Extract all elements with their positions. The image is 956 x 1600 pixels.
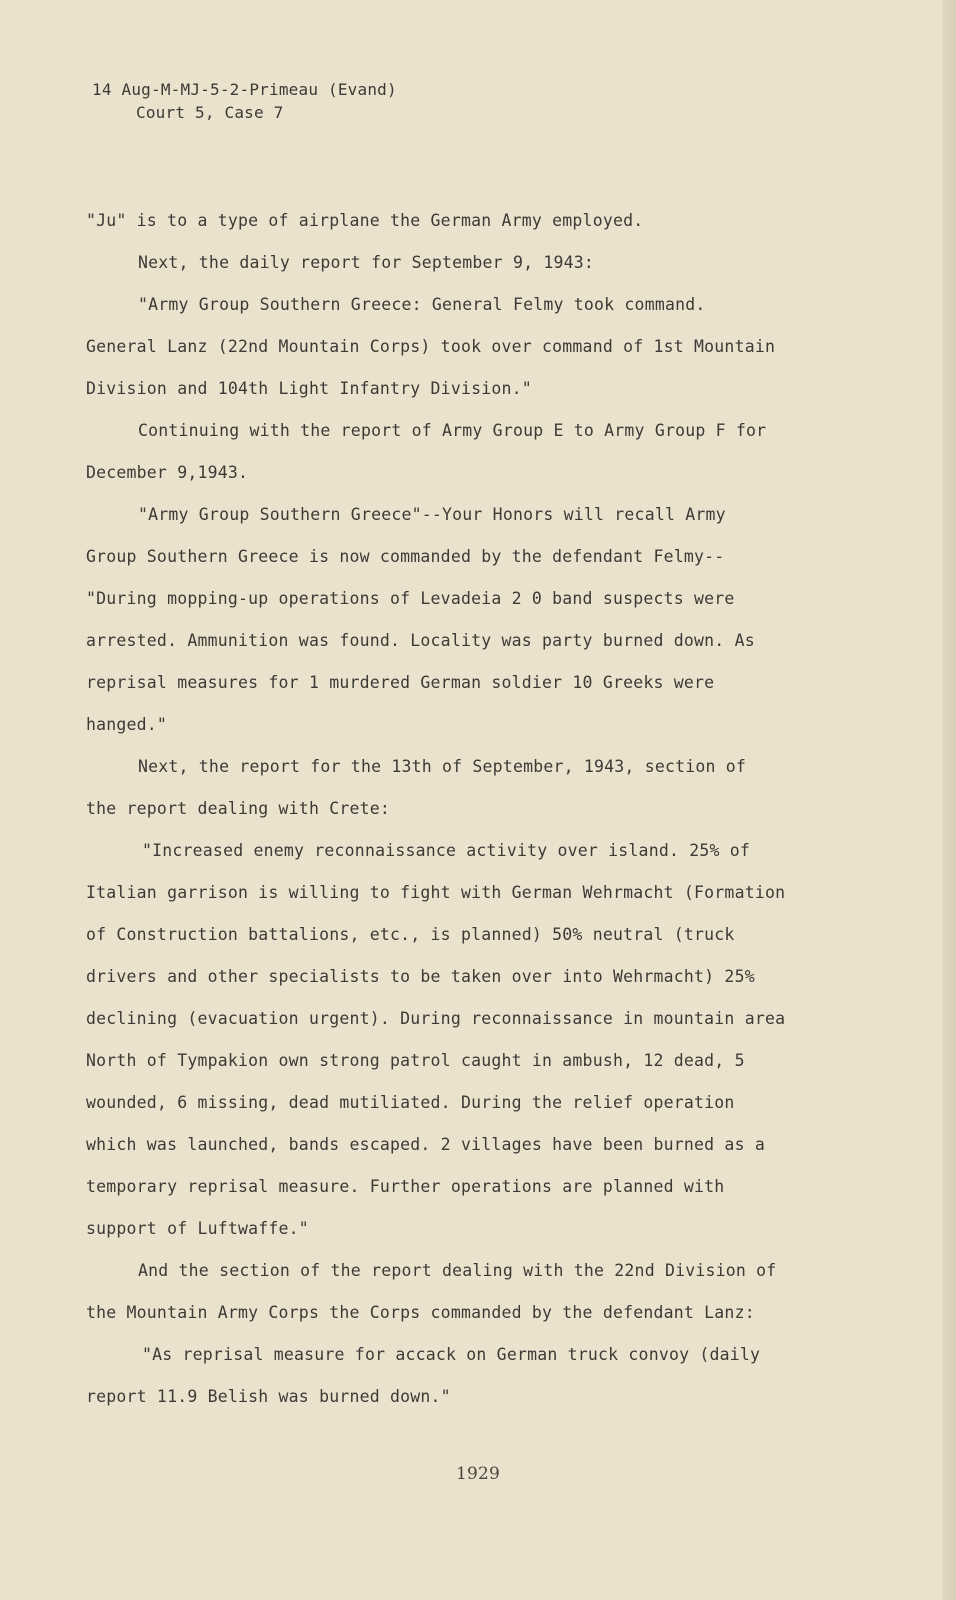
document-header: [92, 78, 397, 124]
paragraph-quote-levadeia: "Army Group Southern Greece"--Your Honors will recall Army Group Southern Greece is now commanded by the defendant Felmy-- "During mopping-up operations of Levadeia 2 0 band suspects were arrested. Ammunition was found. Locality was party burned down. As reprisal measures for 1 murdered German soldier 10 Greeks were hanged.": [86, 505, 755, 734]
paragraph-quote-crete: "Increased enemy reconnaissance activity over island. 25% of Italian garrison is willing to fight with German Wehrmacht (Formation of Construction battalions, etc., is planned) 50% neutral (truck drivers and other specialists to be taken over into Wehrmacht) 25% declining (evacuation urgent). During reconnaissance in mountain area North of Tympakion own strong patrol caught in ambush, 12 dead, 5 wounded, 6 missing, dead mutiliated. During the relief operation which was launched, bands escaped. 2 villages have been burned as a temporary reprisal measure. Further operations are planned with support of Luftwaffe.": [86, 841, 786, 1238]
paragraph-quote-army-group: "Army Group Southern Greece: General Felmy took command. General Lanz (22nd Mountain Corps) took over command of 1st Mountain Division and 104th Light Infantry Division.": [86, 295, 776, 398]
paragraph-next-report-sept9: Next, the daily report for September 9, 1943:: [138, 253, 595, 272]
document-body: [86, 200, 786, 1418]
page-number: 1929: [455, 1464, 501, 1484]
page-edge-shadow: [942, 0, 956, 1600]
paragraph-next-report-sept13: Next, the report for the 13th of September, 1943, section of the report dealing with Crete:: [86, 757, 747, 818]
header-reference-line: 14 Aug-M-MJ-5-2-Primeau (Evand): [92, 80, 397, 99]
paragraph-quote-belish: "As reprisal measure for accack on German truck convoy (daily report 11.9 Belish was burned down.": [86, 1345, 761, 1406]
paragraph-ju-airplane: "Ju" is to a type of airplane the German Army employed.: [86, 211, 644, 230]
paragraph-22nd-division: And the section of the report dealing with the 22nd Division of the Mountain Army Corps the Corps commanded by the defendant Lanz:: [86, 1261, 777, 1322]
header-court-case-line: Court 5, Case 7: [136, 103, 284, 122]
paragraph-continuing-report: Continuing with the report of Army Group E to Army Group F for December 9,1943.: [86, 421, 767, 482]
